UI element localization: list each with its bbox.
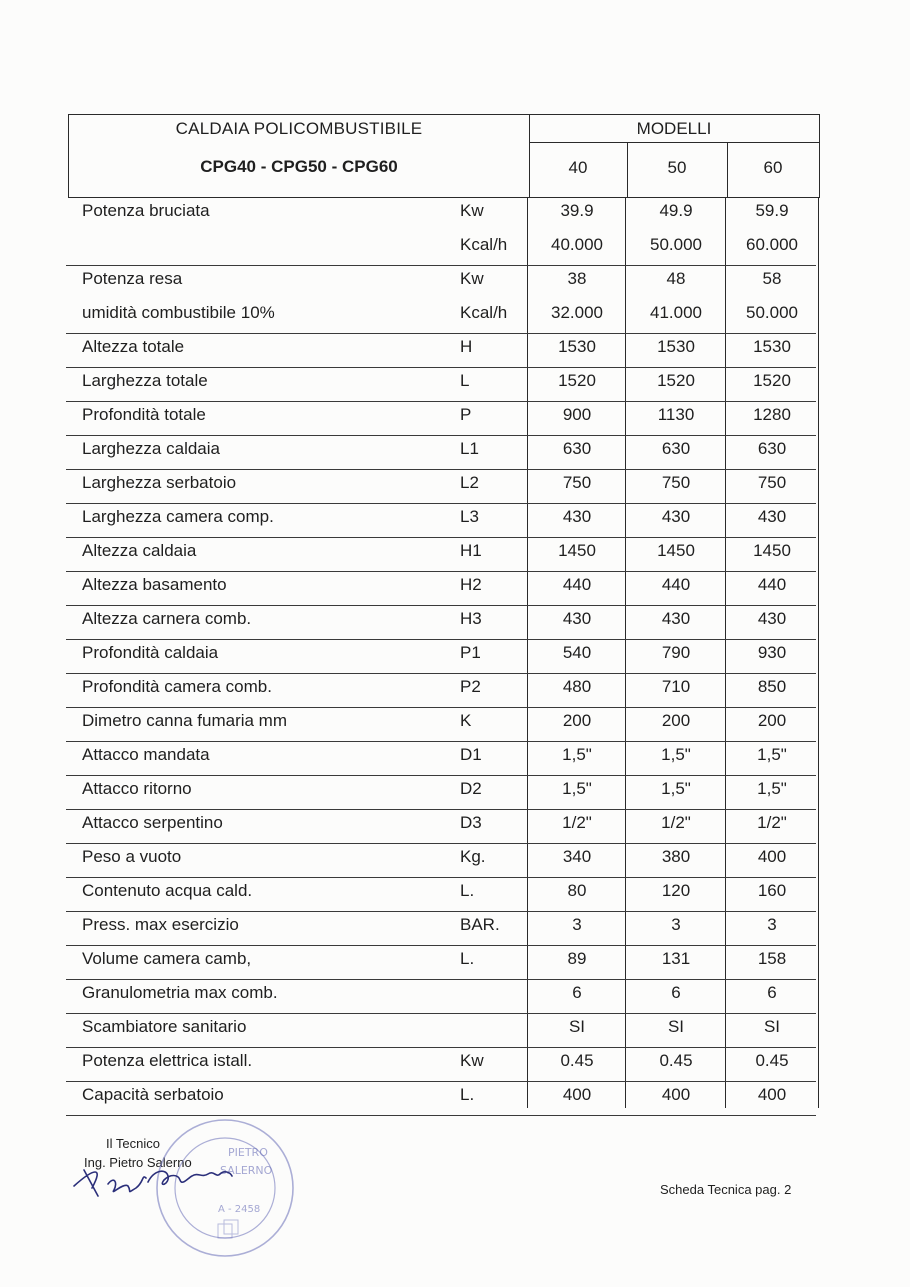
row-unit: L3 [460,507,479,526]
value-model-50: 1,5" [661,779,691,798]
value-model-40: 540 [562,643,592,662]
row-unit: L. [460,949,475,968]
value-model-50: 49.9 [659,201,693,220]
row-unit: H3 [460,609,482,628]
value-model-40: 39.9 [560,201,594,220]
row-label: Larghezza totale [82,371,208,390]
row-unit: Kg. [460,847,486,866]
value-model-40: 750 [562,473,592,492]
table-row [68,912,820,946]
value-model-50: 48 [666,269,686,288]
table-header [68,114,820,198]
value-model-40: SI [568,1017,586,1036]
table-row [68,674,820,708]
value-model-40: 440 [562,575,592,594]
row-unit: H2 [460,575,482,594]
row-unit: H [460,337,473,356]
value-model-60: 1520 [753,371,791,390]
row-unit: K [460,711,472,730]
value-model-50: 790 [661,643,691,662]
value-model-40: 430 [562,507,592,526]
row-label-secondary: umidità combustibile 10% [82,303,275,322]
table-row [68,640,820,674]
value-model-60: 430 [757,609,787,628]
value-model-60: 1450 [753,541,791,560]
models-label: MODELLI [529,115,819,143]
value-model-40: 3 [572,915,582,934]
value-model-50: 710 [661,677,691,696]
row-label: Profondità caldaia [82,643,219,662]
row-unit: Kw [460,269,484,288]
value-model-60: 430 [757,507,787,526]
value-model-60: 440 [757,575,787,594]
row-unit: D3 [460,813,482,832]
table-row [68,606,820,640]
value-model-50: 1130 [657,405,695,424]
value-model-50: 430 [661,609,691,628]
value-model-40: 1530 [558,337,596,356]
row-unit: P1 [460,643,481,662]
row-label: Profondità totale [82,405,206,424]
row-label: Larghezza serbatoio [82,473,237,492]
table-row [68,368,820,402]
row-label: Profondità camera comb. [82,677,272,696]
value-model-60: 58 [762,269,782,288]
value-model-60: 50.000 [746,303,798,322]
row-label: Altezza totale [82,337,185,356]
table-row [68,198,820,266]
value-model-50: 400 [661,1085,691,1104]
model-40-header: 40 [529,143,628,197]
row-label: Press. max esercizio [82,915,239,934]
value-model-60: 1/2" [757,813,787,832]
table-row [68,844,820,878]
value-model-40: 480 [562,677,592,696]
row-label: Contenuto acqua cald. [82,881,253,900]
value-model-60: 6 [767,983,777,1002]
value-model-50: 380 [661,847,691,866]
row-label: Altezza basamento [82,575,227,594]
value-model-60: 930 [757,643,787,662]
value-model-50: 440 [661,575,691,594]
row-unit: H1 [460,541,482,560]
svg-text:SALERNO: SALERNO [220,1164,273,1177]
row-unit: L [460,371,470,390]
value-model-50: 3 [671,915,681,934]
row-unit: L1 [460,439,479,458]
value-model-50: 430 [661,507,691,526]
row-unit: L2 [460,473,479,492]
value-model-40: 38 [567,269,587,288]
row-unit-secondary: Kcal/h [460,235,508,254]
value-model-40: 32.000 [551,303,603,322]
row-label: Altezza carnera comb. [82,609,252,628]
table-row [68,1014,820,1048]
row-unit: D1 [460,745,482,764]
title-cell [69,115,530,197]
table-row [68,334,820,368]
value-model-60: SI [763,1017,781,1036]
row-label: Scambiatore sanitario [82,1017,247,1036]
value-model-60: 1280 [753,405,791,424]
value-model-50: 0.45 [659,1051,693,1070]
value-model-60: 59.9 [755,201,789,220]
svg-text:PIETRO: PIETRO [228,1146,268,1159]
row-unit: D2 [460,779,482,798]
table-row [68,436,820,470]
value-model-40: 40.000 [551,235,603,254]
table-row [68,504,820,538]
value-model-40: 430 [562,609,592,628]
value-model-60: 400 [757,847,787,866]
row-label: Attacco ritorno [82,779,192,798]
row-label: Volume camera camb, [82,949,252,968]
value-model-50: 750 [661,473,691,492]
table-row [68,980,820,1014]
model-50-header: 50 [627,143,728,197]
signature [64,1148,294,1208]
value-model-40: 1,5" [562,745,592,764]
value-model-40: 6 [572,983,582,1002]
engineer-name: Ing. Pietro Salerno [84,1155,192,1170]
value-model-60: 60.000 [746,235,798,254]
value-model-40: 340 [562,847,592,866]
value-model-60: 400 [757,1085,787,1104]
value-model-50: 120 [661,881,691,900]
value-model-60: 630 [757,439,787,458]
tecnico-label: Il Tecnico [106,1136,160,1151]
row-label: Attacco mandata [82,745,210,764]
table-row [68,810,820,844]
value-model-60: 160 [757,881,787,900]
row-label: Capacità serbatoio [82,1085,224,1104]
value-model-60: 158 [757,949,787,968]
row-label: Potenza resa [82,269,183,288]
value-model-50: 1520 [657,371,695,390]
row-unit: P [460,405,472,424]
row-label: Dimetro canna fumaria mm [82,711,288,730]
spec-table [68,198,820,1108]
table-row [68,742,820,776]
value-model-50: 50.000 [650,235,702,254]
value-model-50: SI [667,1017,685,1036]
svg-text:A - 2458: A - 2458 [218,1204,261,1215]
row-label: Potenza bruciata [82,201,210,220]
table-row [68,470,820,504]
table-row [68,1048,820,1082]
row-label: Peso a vuoto [82,847,182,866]
value-model-50: 1530 [657,337,695,356]
value-model-50: 41.000 [650,303,702,322]
table-row [68,538,820,572]
value-model-40: 1/2" [562,813,592,832]
value-model-50: 1/2" [661,813,691,832]
row-unit: L. [460,1085,475,1104]
value-model-60: 1530 [753,337,791,356]
row-label: Attacco serpentino [82,813,223,832]
value-model-60: 850 [757,677,787,696]
value-model-40: 400 [562,1085,592,1104]
value-model-60: 1,5" [757,745,787,764]
table-row [68,266,820,334]
table-row [68,708,820,742]
value-model-40: 89 [567,949,587,968]
row-label: Potenza elettrica istall. [82,1051,253,1070]
value-model-40: 0.45 [560,1051,594,1070]
document-title: CALDAIA POLICOMBUSTIBILE [175,119,423,138]
value-model-60: 3 [767,915,777,934]
value-model-40: 80 [567,881,587,900]
row-unit: BAR. [460,915,500,934]
page-number: Scheda Tecnica pag. 2 [660,1182,792,1197]
row-unit: Kw [460,201,484,220]
value-model-40: 1520 [558,371,596,390]
value-model-50: 630 [661,439,691,458]
value-model-50: 1450 [657,541,695,560]
value-model-60: 750 [757,473,787,492]
model-60-header: 60 [763,158,783,177]
value-model-40: 200 [562,711,592,730]
table-row [68,946,820,980]
value-model-40: 1,5" [562,779,592,798]
row-unit-secondary: Kcal/h [460,303,508,322]
value-model-40: 1450 [558,541,596,560]
value-model-50: 1,5" [661,745,691,764]
row-unit: L. [460,881,475,900]
row-label: Larghezza camera comp. [82,507,274,526]
value-model-60: 0.45 [755,1051,789,1070]
table-row [68,878,820,912]
value-model-40: 900 [562,405,592,424]
value-model-50: 200 [661,711,691,730]
row-label: Altezza caldaia [82,541,197,560]
value-model-50: 131 [661,949,691,968]
table-row [68,776,820,810]
row-unit: Kw [460,1051,484,1070]
value-model-40: 630 [562,439,592,458]
model-codes: CPG40 - CPG50 - CPG60 [200,157,398,176]
row-label: Granulometria max comb. [82,983,278,1002]
table-row [68,572,820,606]
value-model-60: 1,5" [757,779,787,798]
row-unit: P2 [460,677,481,696]
row-label: Larghezza caldaia [82,439,220,458]
value-model-60: 200 [757,711,787,730]
value-model-50: 6 [671,983,681,1002]
table-row [68,402,820,436]
